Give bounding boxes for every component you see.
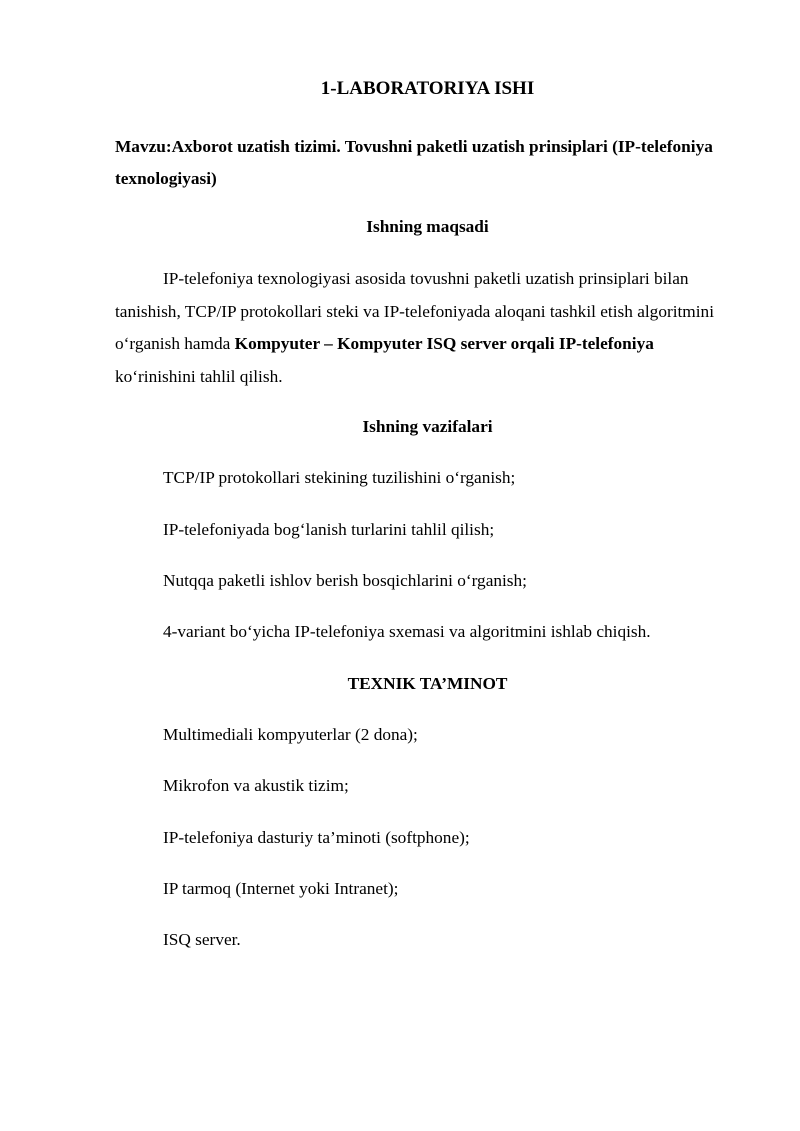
task-item: Nutqqa paketli ishlov berish bosqichlarini o‘rganish; — [163, 571, 527, 590]
goal-paragraph — [115, 263, 720, 393]
equipment-item: Mikrofon va akustik tizim; — [163, 776, 349, 795]
task-item: IP-telefoniyada bog‘lanish turlarini tahlil qilish; — [163, 520, 495, 539]
task-item: 4-variant bo‘yicha IP-telefoniya sxemasi va algoritmini ishlab chiqish. — [163, 622, 651, 641]
equipment-item: ISQ server. — [163, 930, 241, 949]
goal-text-start: IP-telefoniya texnologiyasi asosida tovushni paketli uzatish prinsiplari bilan tanishish, TCP/IP protokollari steki va IP-telefoniyada aloqani tashkil etish algoritmini o‘rganish hamda — [115, 269, 714, 353]
equipment-item: IP tarmoq (Internet yoki Intranet); — [163, 879, 399, 898]
equipment-item: IP-telefoniya dasturiy ta’minoti (softphone); — [163, 828, 470, 847]
goal-text-end: ko‘rinishini tahlil qilish. — [115, 366, 283, 386]
topic-heading: Mavzu:Axborot uzatish tizimi. Tovushni paketli uzatish prinsiplari (IP-telefoniya texnologiyasi) — [115, 137, 713, 188]
goal-heading: Ishning maqsadi — [366, 217, 489, 236]
equipment-heading: TEXNIK TA’MINOT — [347, 674, 508, 693]
equipment-item: Multimediali kompyuterlar (2 dona); — [163, 725, 418, 744]
task-item: TCP/IP protokollari stekining tuzilishini o‘rganish; — [163, 468, 516, 487]
tasks-heading: Ishning vazifalari — [362, 417, 493, 436]
goal-text-bold: Kompyuter – Kompyuter ISQ server orqali IP-telefoniya — [234, 334, 654, 353]
page-title: 1-LABORATORIYA ISHI — [320, 78, 535, 99]
